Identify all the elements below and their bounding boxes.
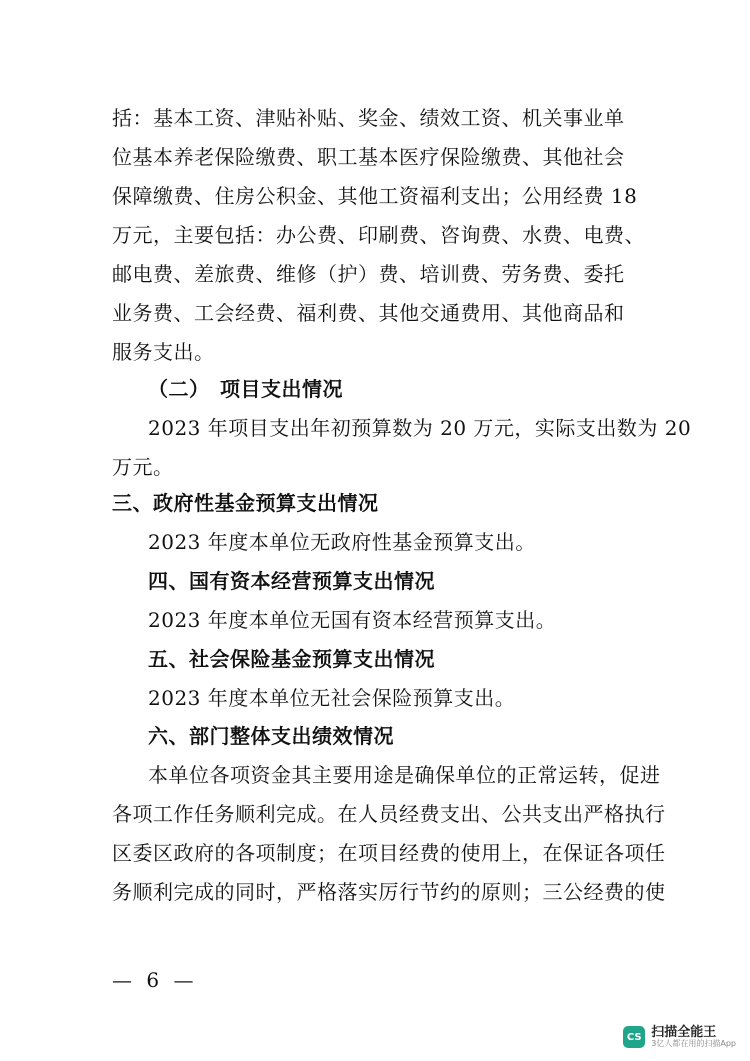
paragraph-line: 括：基本工资、津贴补贴、奖金、绩效工资、机关事业单 [112, 106, 625, 130]
section-heading: （二） 项目支出情况 [148, 377, 343, 401]
section-heading: 五、社会保险基金预算支出情况 [148, 647, 435, 671]
paragraph-line: 区委区政府的各项制度；在项目经费的使用上，在保证各项任 [112, 841, 666, 865]
watermark-subtitle: 3亿人都在用的扫描App [651, 1039, 736, 1049]
paragraph-line: 2023 年度本单位无国有资本经营预算支出。 [148, 608, 557, 632]
watermark-title: 扫描全能王 [651, 1024, 717, 1040]
section-heading: 三、政府性基金预算支出情况 [112, 491, 379, 515]
section-heading: 四、国有资本经营预算支出情况 [148, 569, 435, 593]
paragraph-line: 2023 年度本单位无政府性基金预算支出。 [148, 530, 536, 554]
paragraph-line: 万元，主要包括：办公费、印刷费、咨询费、水费、电费、 [112, 223, 645, 247]
camscanner-logo-icon: CS [623, 1026, 645, 1048]
paragraph-line: 位基本养老保险缴费、职工基本医疗保险缴费、其他社会 [112, 145, 625, 169]
paragraph-line: 各项工作任务顺利完成。在人员经费支出、公共支出严格执行 [112, 802, 666, 826]
section-heading: 六、部门整体支出绩效情况 [148, 724, 394, 748]
page-number: — 6 — [112, 968, 198, 992]
paragraph-line: 2023 年度本单位无社会保险预算支出。 [148, 686, 516, 710]
paragraph-line: 本单位各项资金其主要用途是确保单位的正常运转，促进 [148, 763, 661, 787]
paragraph-line: 业务费、工会经费、福利费、其他交通费用、其他商品和 [112, 301, 625, 325]
paragraph-line: 务顺利完成的同时，严格落实厉行节约的原则；三公经费的使 [112, 880, 666, 904]
paragraph-line: 邮电费、差旅费、维修（护）费、培训费、劳务费、委托 [112, 262, 625, 286]
paragraph-line: 服务支出。 [112, 340, 215, 364]
paragraph-line: 万元。 [112, 455, 174, 479]
paragraph-line: 2023 年项目支出年初预算数为 20 万元，实际支出数为 20 [148, 416, 692, 440]
scanner-watermark [623, 1026, 736, 1049]
paragraph-line: 保障缴费、住房公积金、其他工资福利支出；公用经费 18 [112, 184, 638, 208]
